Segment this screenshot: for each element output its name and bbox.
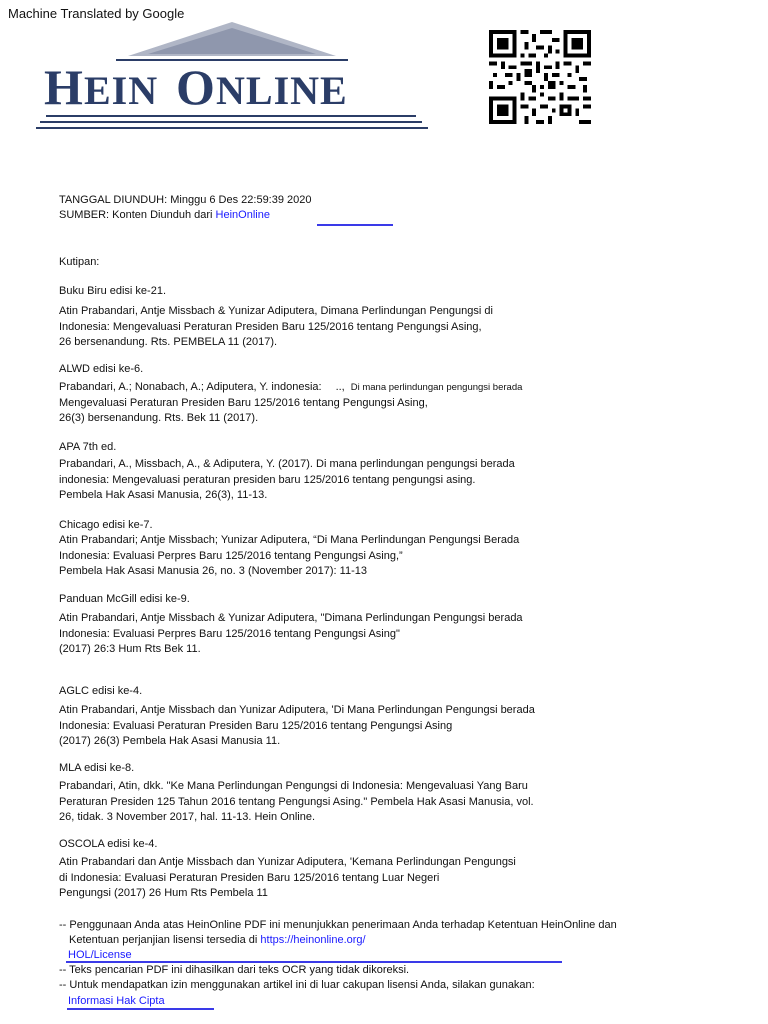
citation-line: Indonesia: Mengevaluasi Peraturan Presiden Baru 125/2016 tentang Pengungsi Asing,	[59, 320, 482, 333]
citation-style-chicago: Chicago edisi ke-7.	[59, 519, 153, 531]
footer-license-prefix: Ketentuan perjanjian lisensi tersedia di	[69, 934, 261, 946]
license-path-link[interactable]: HOL/License	[68, 949, 132, 961]
citation-apa	[59, 457, 515, 504]
citations-heading: Kutipan:	[59, 256, 100, 268]
source-heinonline-link[interactable]: HeinOnline	[215, 209, 270, 221]
citation-line: Atin Prabandari dan Antje Missbach dan Yunizar Adiputera, 'Kemana Perlindungan Pengungsi	[59, 856, 516, 868]
citation-style-aglc: AGLC edisi ke-4.	[59, 685, 143, 697]
footer-ocr-line: -- Teks pencarian PDF ini dihasilkan dari teks OCR yang tidak dikoreksi.	[59, 964, 410, 976]
svg-text:H: H	[44, 59, 85, 115]
citation-style-apa: APA 7th ed.	[59, 441, 117, 453]
heinonline-logo	[36, 22, 428, 132]
citation-line: Indonesia: Evaluasi Perpres Baru 125/2016 tentang Pengungsi Asing,”	[59, 549, 403, 562]
license-url-link[interactable]: https://heinonline.org/	[260, 934, 366, 946]
footer-license-line	[69, 933, 366, 949]
citation-line: 26 bersenandung. Rts. PEMBELA 11 (2017).	[59, 336, 278, 348]
citation-style-alwd: ALWD edisi ke-6.	[59, 363, 144, 375]
citation-style-mcgill: Panduan McGill edisi ke-9.	[59, 593, 190, 605]
citation-line-small: Di mana perlindungan pengungsi berada	[350, 382, 523, 393]
citation-bluebook	[59, 304, 493, 351]
citation-line: Atin Prabandari, Antje Missbach & Yunizar Adiputera, Dimana Perlindungan Pengungsi di	[59, 305, 493, 317]
citation-style-mla: MLA edisi ke-8.	[59, 762, 135, 774]
footer-permission-line: -- Untuk mendapatkan izin menggunakan artikel ini di luar cakupan lisensi Anda, silakan gunakan:	[59, 979, 535, 991]
citation-line: Peraturan Presiden 125 Tahun 2016 tentang Pengungsi Asing." Pembela Hak Asasi Manusia, vol.	[59, 795, 534, 808]
qr-code	[488, 30, 592, 124]
source-prefix: SUMBER: Konten Diunduh dari	[59, 209, 216, 221]
copyright-link-underline	[67, 1008, 214, 1010]
footer-terms-line: -- Penggunaan Anda atas HeinOnline PDF ini menunjukkan penerimaan Anda terhadap Ketentuan HeinOnline dan	[59, 919, 617, 931]
citation-line: Atin Prabandari; Antje Missbach; Yunizar Adiputera, “Di Mana Perlindungan Pengungsi Berada	[59, 534, 520, 546]
citation-style-bluebook: Buku Biru edisi ke-21.	[59, 285, 166, 297]
citation-alwd	[59, 380, 522, 427]
citation-chicago	[59, 533, 519, 580]
citation-line: Indonesia: Evaluasi Peraturan Presiden Baru 125/2016 tentang Pengungsi Asing	[59, 719, 453, 732]
citation-line: Prabandari, Atin, dkk. "Ke Mana Perlindungan Pengungsi di Indonesia: Mengevaluasi Yang Baru	[59, 780, 528, 792]
citation-line: indonesia: Mengevaluasi peraturan presiden baru 125/2016 tentang pengungsi asing.	[59, 473, 476, 486]
citation-line	[59, 380, 522, 396]
svg-text:NLINE: NLINE	[216, 68, 348, 113]
citation-line: (2017) 26:3 Hum Rts Bek 11.	[59, 643, 201, 655]
citation-line: Pengungsi (2017) 26 Hum Rts Pembela 11	[59, 887, 268, 899]
citation-line-part: Prabandari, A.; Nonabach, A.; Adiputera, Y. indonesia:	[59, 381, 322, 393]
source-link-underline	[317, 224, 393, 226]
svg-text:EIN: EIN	[84, 68, 159, 113]
citation-line: Pembela Hak Asasi Manusia 26, no. 3 (November 2017): 11-13	[59, 565, 367, 577]
citation-line: (2017) 26(3) Pembela Hak Asasi Manusia 11.	[59, 735, 281, 747]
source-line	[59, 209, 270, 221]
citation-line: Indonesia: Evaluasi Perpres Baru 125/2016 tentang Pengungsi Asing"	[59, 627, 400, 640]
svg-text:O: O	[176, 59, 217, 115]
citation-oscola	[59, 855, 516, 902]
citation-line: Pembela Hak Asasi Manusia, 26(3), 11-13.	[59, 489, 268, 501]
citation-line: Atin Prabandari, Antje Missbach & Yunizar Adiputera, "Dimana Perlindungan Pengungsi berada	[59, 612, 523, 624]
citation-line: 26(3) bersenandung. Rts. Bek 11 (2017).	[59, 412, 259, 424]
citation-mcgill	[59, 611, 523, 658]
citation-mla	[59, 779, 534, 826]
machine-translated-note: Machine Translated by Google	[8, 6, 185, 21]
citation-line: Prabandari, A., Missbach, A., & Adiputera, Y. (2017). Di mana perlindungan pengungsi berada	[59, 458, 515, 470]
citation-style-oscola: OSCOLA edisi ke-4.	[59, 838, 158, 850]
download-date: TANGGAL DIUNDUH: Minggu 6 Des 22:59:39 2020	[59, 194, 312, 206]
citation-line: Atin Prabandari, Antje Missbach dan Yunizar Adiputera, 'Di Mana Perlindungan Pengungsi berada	[59, 704, 535, 716]
citation-line: 26, tidak. 3 November 2017, hal. 11-13. Hein Online.	[59, 811, 316, 823]
citation-aglc	[59, 703, 535, 750]
citation-line: di Indonesia: Evaluasi Peraturan Presiden Baru 125/2016 tentang Luar Negeri	[59, 871, 440, 884]
copyright-info-link[interactable]: Informasi Hak Cipta	[68, 995, 165, 1007]
citation-line: Mengevaluasi Peraturan Presiden Baru 125/2016 tentang Pengungsi Asing,	[59, 396, 428, 409]
citation-line-mark: ..,	[335, 381, 345, 393]
